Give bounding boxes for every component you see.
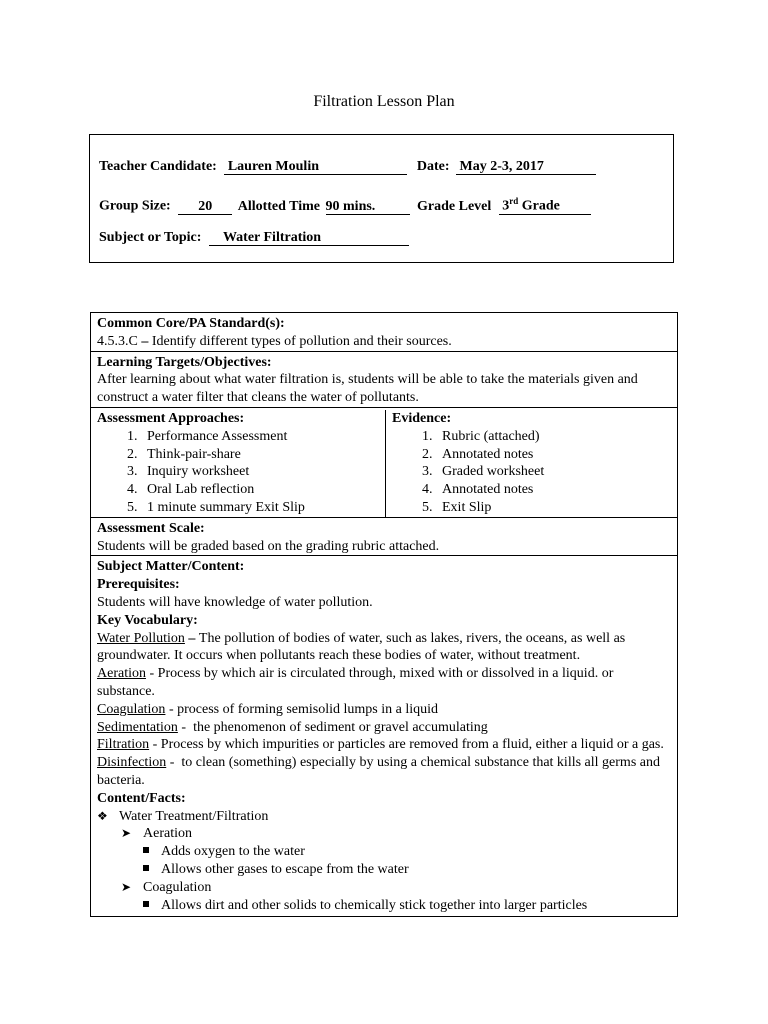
list-item: 1. Rubric (attached): [436, 428, 544, 446]
group-value: 20: [178, 200, 232, 215]
subject-value: Water Filtration: [209, 231, 409, 246]
list-item: 5. Exit Slip: [436, 499, 544, 517]
teacher-label: Teacher Candidate:: [99, 159, 217, 174]
assessment-list: [97, 428, 379, 517]
list-item: 4. Annotated notes: [436, 481, 544, 499]
arrowhead-bullet-icon: ➤: [121, 879, 132, 894]
prereq-text: Students will have knowledge of water pollution.: [97, 594, 373, 610]
grade-value: 3rd Grade: [499, 194, 591, 215]
vocab-entry: Coagulation - process of forming semisolid lumps in a liquid: [97, 701, 439, 717]
standards-text: 4.5.3.C – Identify different types of pollution and their sources.: [97, 333, 452, 349]
prereq-heading: Prerequisites:: [97, 577, 180, 593]
list-item: 5. 1 minute summary Exit Slip: [141, 499, 379, 517]
vocab-entry: Filtration - Process by which impurities or particles are removed from a fluid, either a liquid or a gas.: [97, 737, 664, 753]
square-bullet-icon: [143, 847, 149, 853]
standards-section: [91, 313, 677, 352]
targets-text: After learning about what water filtration is, students will be able to take the materials given and construct a water filter that cleans the water of pollutants.: [97, 372, 638, 406]
content-heading: Subject Matter/Content:: [97, 559, 245, 575]
teacher-value: Lauren Moulin: [224, 160, 407, 175]
facts-heading: Content/Facts:: [97, 790, 186, 806]
square-bullet-icon: [143, 901, 149, 907]
time-value: 90 mins.: [326, 200, 410, 215]
targets-heading: Learning Targets/Objectives:: [97, 354, 272, 370]
list-item: ➤ Aeration: [121, 826, 192, 842]
list-item: 3. Inquiry worksheet: [141, 463, 379, 481]
scale-section: [91, 518, 677, 557]
time-label: Allotted Time: [237, 198, 321, 214]
arrowhead-bullet-icon: ➤: [121, 826, 132, 841]
list-item: ➤ Coagulation: [121, 879, 212, 895]
group-label: Group Size:: [99, 198, 171, 214]
evidence-column: [386, 410, 550, 517]
evidence-list: [392, 428, 544, 517]
list-item: 3. Graded worksheet: [436, 463, 544, 481]
header-info-box: [89, 134, 674, 263]
evidence-heading: Evidence:: [392, 410, 452, 426]
list-item: ❖ Water Treatment/Filtration: [97, 808, 269, 824]
list-item: Allows dirt and other solids to chemically stick together into larger particles: [97, 897, 671, 917]
square-bullet-icon: [143, 865, 149, 871]
diamond-bullet-icon: ❖: [97, 808, 108, 823]
standards-heading: Common Core/PA Standard(s):: [97, 316, 285, 331]
list-item: 2. Annotated notes: [436, 446, 544, 464]
header-row-teacher: [99, 159, 596, 175]
vocab-entry: Water Pollution – The pollution of bodies of water, such as lakes, rivers, the oceans, as well as groundwater. It occurs when pollutants reach these bodies of water, without treatment.: [97, 630, 626, 664]
vocab-entry: Sedimentation - the phenomenon of sediment or gravel accumulating: [97, 719, 488, 735]
date-label: Date:: [416, 159, 450, 174]
vocab-entry: Disinfection - to clean (something) especially by using a chemical substance that kills all germs and bacteria.: [97, 755, 660, 788]
scale-text: Students will be graded based on the grading rubric attached.: [97, 538, 440, 554]
scale-heading: Assessment Scale:: [97, 520, 205, 536]
lesson-plan-table: [90, 312, 678, 917]
list-item: 4. Oral Lab reflection: [141, 481, 379, 499]
grade-label: Grade Level: [417, 198, 492, 214]
list-item: 2. Think-pair-share: [141, 446, 379, 464]
vocab-entry: Aeration - Process by which air is circulated through, mixed with or dissolved in a liquid. or substance.: [97, 666, 614, 699]
header-row-subject: [99, 230, 409, 246]
date-value: May 2-3, 2017: [456, 160, 596, 175]
list-item: Allows other gases to escape from the water: [97, 861, 671, 879]
vocab-heading: Key Vocabulary:: [97, 612, 198, 628]
content-section: [91, 556, 677, 916]
assessment-evidence-section: [91, 408, 677, 518]
assessment-column: [91, 410, 386, 517]
subject-label: Subject or Topic:: [99, 230, 202, 245]
list-item: Adds oxygen to the water: [97, 843, 671, 861]
list-item: 1. Performance Assessment: [141, 428, 379, 446]
header-row-group: [99, 194, 591, 215]
assessment-heading: Assessment Approaches:: [97, 410, 245, 426]
targets-section: [91, 352, 677, 408]
document-title: Filtration Lesson Plan: [313, 93, 455, 110]
